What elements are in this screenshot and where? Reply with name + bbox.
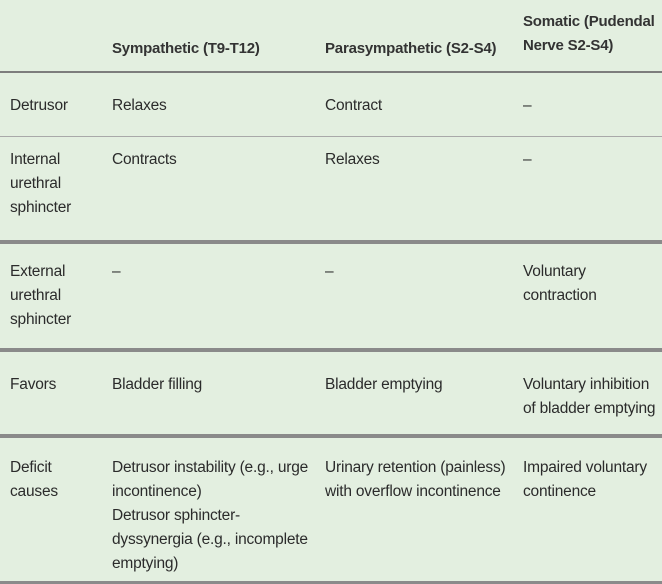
row-label: Deficit causes (10, 459, 58, 500)
sympathetic-cell: Contracts (112, 151, 177, 168)
header-somatic: Somatic (Pudendal Nerve S2-S4) (523, 13, 655, 54)
sympathetic-cell: Relaxes (112, 97, 167, 114)
sympathetic-cell: Bladder filling (112, 376, 203, 393)
sympathetic-cell: – (112, 263, 121, 280)
row-label: Favors (10, 376, 57, 393)
row-label: Detrusor (10, 97, 68, 114)
row-label: Internal urethral sphincter (10, 151, 72, 216)
table-row (0, 244, 662, 352)
somatic-cell: Voluntary inhibition of bladder emptying (523, 376, 656, 417)
table-row (0, 438, 662, 584)
parasympathetic-cell: Urinary retention (painless) with overflow incontinence (325, 459, 506, 500)
parasympathetic-cell: Contract (325, 97, 382, 114)
table-row (0, 73, 662, 137)
header-parasympathetic: Parasympathetic (S2-S4) (325, 40, 497, 57)
somatic-cell: – (523, 151, 532, 168)
table-row (0, 352, 662, 438)
somatic-cell: Voluntary contraction (523, 263, 597, 304)
row-label: External urethral sphincter (10, 263, 72, 328)
parasympathetic-cell: Bladder emptying (325, 376, 443, 393)
somatic-cell: Impaired voluntary continence (523, 459, 647, 500)
sympathetic-deficit-line: Detrusor sphincter-dyssynergia (e.g., incomplete emptying) (112, 507, 308, 572)
somatic-cell: – (523, 97, 532, 114)
sympathetic-cell (112, 456, 312, 576)
table-header-row (0, 0, 662, 73)
parasympathetic-cell: – (325, 263, 334, 280)
parasympathetic-cell: Relaxes (325, 151, 380, 168)
header-sympathetic: Sympathetic (T9-T12) (112, 40, 260, 57)
sympathetic-deficit-line: Detrusor instability (e.g., urge incontinence) (112, 459, 309, 500)
table-row (0, 137, 662, 244)
